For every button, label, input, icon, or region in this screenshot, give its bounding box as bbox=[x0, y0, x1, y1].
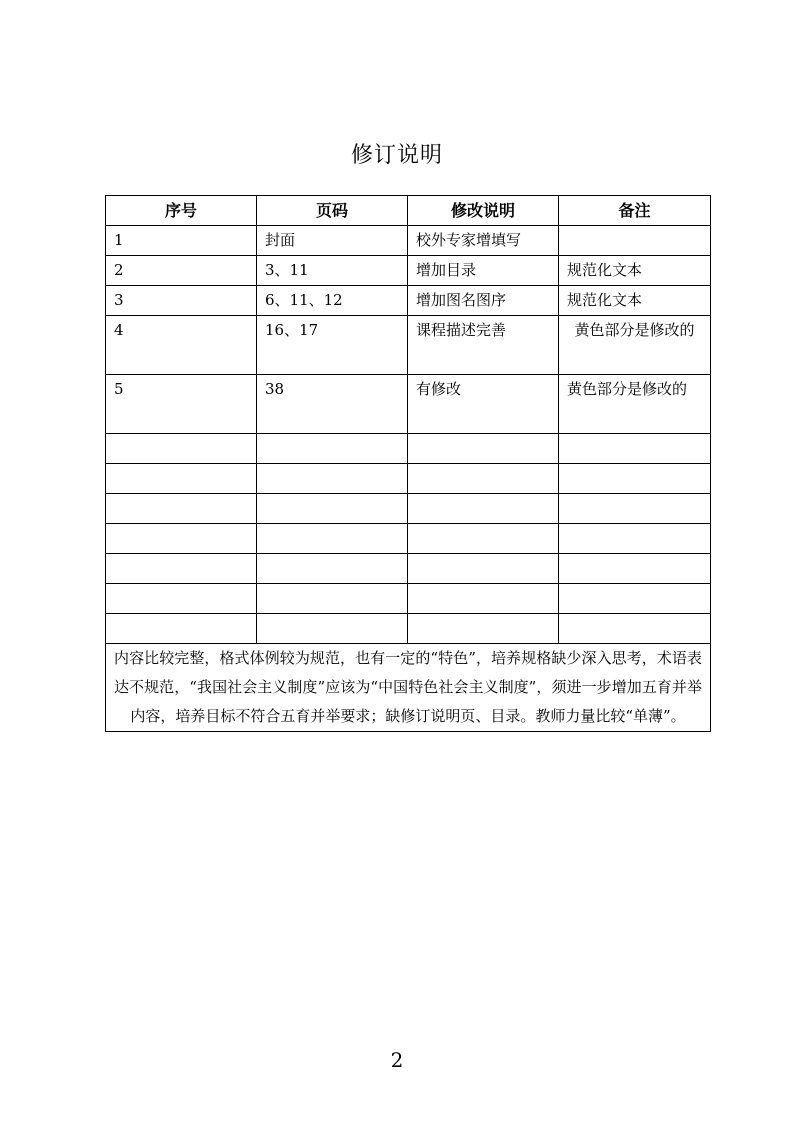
empty-row bbox=[106, 614, 711, 644]
cell-note: 规范化文本 bbox=[559, 286, 711, 316]
cell-note: 规范化文本 bbox=[559, 256, 711, 286]
cell-page: 16、17 bbox=[257, 316, 408, 375]
revision-table bbox=[105, 195, 711, 732]
cell-page: 38 bbox=[257, 375, 408, 434]
cell-description: 有修改 bbox=[408, 375, 559, 434]
cell-page: 3、11 bbox=[257, 256, 408, 286]
cell-serial: 3 bbox=[106, 286, 257, 316]
cell-description: 校外专家增填写 bbox=[408, 226, 559, 256]
table-row bbox=[106, 226, 711, 256]
table-row bbox=[106, 256, 711, 286]
empty-row bbox=[106, 554, 711, 584]
cell-note bbox=[559, 226, 711, 256]
empty-row bbox=[106, 494, 711, 524]
cell-serial: 4 bbox=[106, 316, 257, 375]
cell-serial: 2 bbox=[106, 256, 257, 286]
cell-page: 封面 bbox=[257, 226, 408, 256]
cell-note: 黄色部分是修改的 bbox=[559, 375, 711, 434]
header-serial: 序号 bbox=[106, 196, 257, 226]
table-row bbox=[106, 316, 711, 375]
cell-description: 增加图名图序 bbox=[408, 286, 559, 316]
cell-description: 课程描述完善 bbox=[408, 316, 559, 375]
table-header-row bbox=[106, 196, 711, 226]
table-row bbox=[106, 286, 711, 316]
cell-description: 增加目录 bbox=[408, 256, 559, 286]
header-remark: 备注 bbox=[559, 196, 711, 226]
table-row bbox=[106, 375, 711, 434]
page-title: 修订说明 bbox=[350, 143, 443, 168]
header-description: 修改说明 bbox=[408, 196, 559, 226]
empty-row bbox=[106, 464, 711, 494]
review-remark: 内容比较完整，格式体例较为规范，也有一定的“特色”，培养规格缺少深入思考，术语表达不规范，“我国社会主义制度”应该为“中国特色社会主义制度”，须进一步增加五育并举内容，培养目标不符合五育并举要求；缺修订说明页、目录。教师力量比较“单薄”。 bbox=[106, 644, 711, 732]
remark-row bbox=[106, 644, 711, 732]
cell-serial: 1 bbox=[106, 226, 257, 256]
cell-serial: 5 bbox=[106, 375, 257, 434]
empty-row bbox=[106, 584, 711, 614]
cell-page: 6、11、12 bbox=[257, 286, 408, 316]
empty-row bbox=[106, 524, 711, 554]
page-number: 2 bbox=[390, 1048, 404, 1072]
empty-row bbox=[106, 434, 711, 464]
header-page: 页码 bbox=[257, 196, 408, 226]
cell-note: 黄色部分是修改的 bbox=[559, 316, 711, 375]
